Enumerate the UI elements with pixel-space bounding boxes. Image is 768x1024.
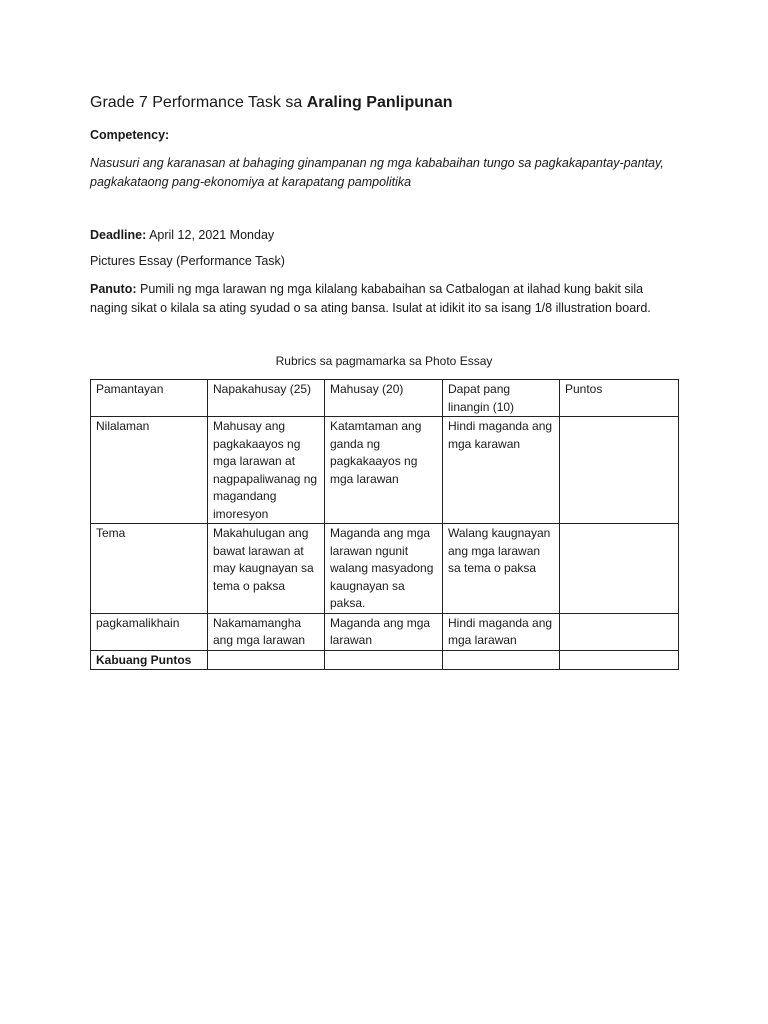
rubric-table [90,379,679,670]
title-subject: Araling Panlipunan [306,94,453,111]
deadline [90,228,690,242]
deadline-label: Deadline: [90,228,147,242]
table-cell: Nilalaman [91,417,208,524]
table-row [91,613,679,650]
table-cell: Tema [91,524,208,614]
document-page [90,92,690,670]
table-header-row [91,380,679,417]
deadline-value: April 12, 2021 Monday [149,228,275,242]
table-cell [560,417,679,524]
competency-label: Competency: [90,128,170,142]
header-cell: Puntos [560,380,679,417]
header-cell: Dapat pang linangin (10) [443,380,560,417]
header-cell: Mahusay (20) [325,380,443,417]
table-cell: Makahulugan ang bawat larawan at may kaugnayan sa tema o paksa [208,524,325,614]
panuto-label: Panuto: [90,282,137,296]
table-cell: Hindi maganda ang mga larawan [443,613,560,650]
table-cell [560,524,679,614]
table-cell: Nakamamangha ang mga larawan [208,613,325,650]
table-cell: pagkamalikhain [91,613,208,650]
table-cell: Walang kaugnayan ang mga larawan sa tema o paksa [443,524,560,614]
pictures-essay-label: Pictures Essay (Performance Task) [90,254,285,268]
title-prefix: Grade 7 Performance Task sa [90,94,307,111]
table-row [91,417,679,524]
table-cell [560,650,679,670]
table-cell [443,650,560,670]
total-label-cell: Kabuang Puntos [91,650,208,670]
table-total-row [91,650,679,670]
table-cell: Maganda ang mga larawan ngunit walang masyadong kaugnayan sa paksa. [325,524,443,614]
table-cell: Maganda ang mga larawan [325,613,443,650]
table-row [91,524,679,614]
table-cell [208,650,325,670]
table-cell: Katamtaman ang ganda ng pagkakaayos ng mga larawan [325,417,443,524]
competency-text: Nasusuri ang karanasan at bahaging ginampanan ng mga kababaihan tungo sa pagkakapantay-pantay, pagkakataong pang-ekonomiya at karapatang pampolitika [90,156,664,189]
table-cell [325,650,443,670]
header-cell: Napakahusay (25) [208,380,325,417]
table-cell: Mahusay ang pagkakaayos ng mga larawan at nagpapaliwanag ng magandang imoresyon [208,417,325,524]
panuto [90,280,675,318]
table-cell: Hindi maganda ang mga karawan [443,417,560,524]
document-title [90,92,690,114]
table-caption: Rubrics sa pagmamarka sa Photo Essay [275,354,493,368]
panuto-text: Pumili ng mga larawan ng mga kilalang kababaihan sa Catbalogan at ilahad kung bakit sila naging sikat o kilala sa ating syudad o sa ating bansa. Isulat at idikit ito sa isang 1/8 illustration board. [90,282,651,315]
header-cell: Pamantayan [91,380,208,417]
table-cell [560,613,679,650]
